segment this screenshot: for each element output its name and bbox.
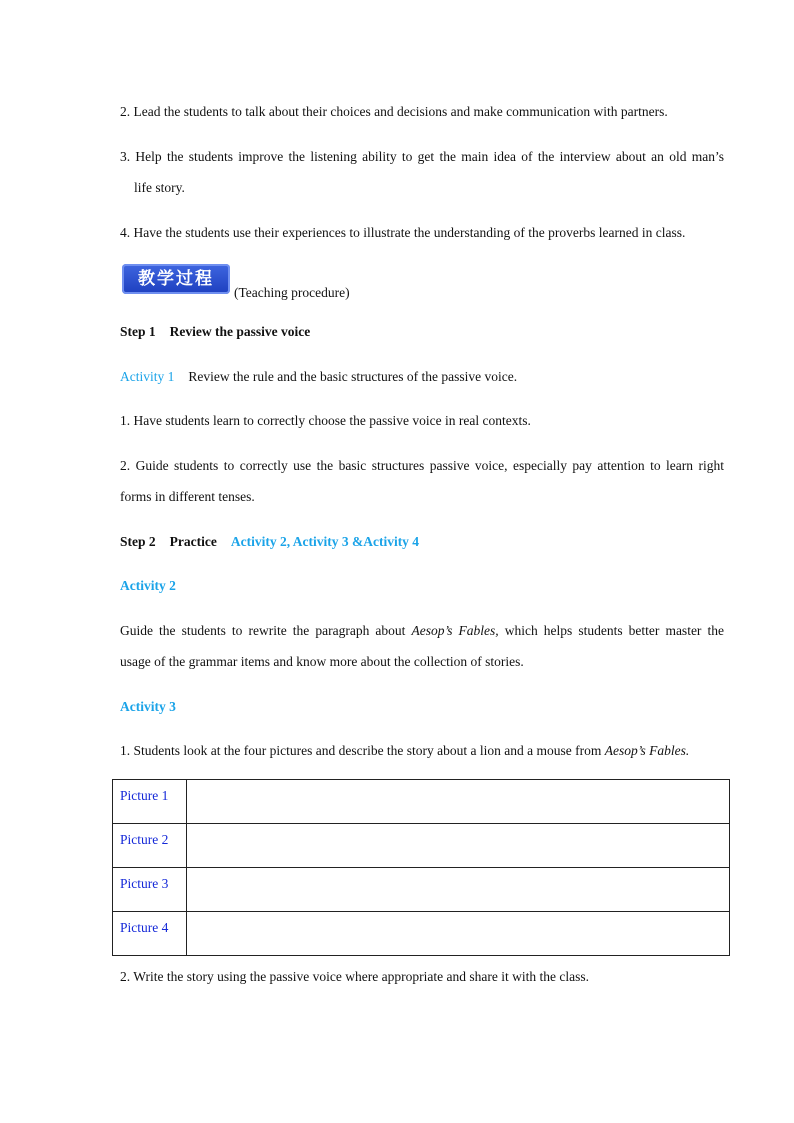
step-1-label: Step 1 xyxy=(120,324,156,339)
objective-3-line-2: life story. xyxy=(134,180,185,195)
step-1-point-1: 1. Have students learn to correctly choose the passive voice in real contexts. xyxy=(120,413,531,428)
picture-description-cell[interactable] xyxy=(187,780,730,824)
step-1-heading xyxy=(120,322,724,342)
activity-3-item-2: 2. Write the story using the passive voice where appropriate and share it with the class. xyxy=(120,969,589,984)
step-1-point-2-line-2: forms in different tenses. xyxy=(120,489,255,504)
activity-3-item-1 xyxy=(120,741,724,761)
picture-label: Picture 3 xyxy=(113,868,187,912)
picture-label: Picture 2 xyxy=(113,824,187,868)
table-row xyxy=(113,780,730,824)
objective-3-line-1: 3. Help the students improve the listening ability to get the main idea of the interview about an old man’s xyxy=(120,149,724,164)
activity-1-text: Review the rule and the basic structures of the passive voice. xyxy=(188,369,518,384)
step-1-point-2-line-1: 2. Guide students to correctly use the basic structures passive voice, especially pay attention to learn right xyxy=(120,458,724,473)
teaching-procedure-caption: (Teaching procedure) xyxy=(234,285,350,300)
activity-2-text-pre: Guide the students to rewrite the paragraph about xyxy=(120,623,412,638)
step-2-activities: Activity 2, Activity 3 &Activity 4 xyxy=(230,534,420,549)
picture-description-cell[interactable] xyxy=(187,868,730,912)
aesops-fables-title: Aesop’s Fables, xyxy=(411,623,499,638)
table-row xyxy=(113,912,730,956)
objective-2: 2. Lead the students to talk about their choices and decisions and make communication with partners. xyxy=(120,104,668,119)
activity-3-heading: Activity 3 xyxy=(120,699,176,714)
picture-label: Picture 4 xyxy=(113,912,187,956)
picture-description-cell[interactable] xyxy=(187,912,730,956)
step-2-title: Practice xyxy=(169,534,217,549)
aesops-fables-title: Aesop’s Fables. xyxy=(604,743,690,758)
activity-2-line-2: usage of the grammar items and know more about the collection of stories. xyxy=(120,654,524,669)
activity-3-item-1-text: 1. Students look at the four pictures and describe the story about a lion and a mouse from xyxy=(120,743,605,758)
picture-label: Picture 1 xyxy=(113,780,187,824)
step-1-title: Review the passive voice xyxy=(169,324,311,339)
activity-2-text-post: which helps students better master the xyxy=(498,623,724,638)
activity-2-heading: Activity 2 xyxy=(120,578,176,593)
activity-1-row xyxy=(120,367,724,387)
activity-1-label: Activity 1 xyxy=(120,369,175,384)
teaching-procedure-badge: 教学过程 xyxy=(122,264,230,294)
table-row xyxy=(113,868,730,912)
pictures-table xyxy=(112,779,730,956)
picture-description-cell[interactable] xyxy=(187,824,730,868)
table-row xyxy=(113,824,730,868)
activity-2-line-1 xyxy=(120,621,724,641)
step-2-heading xyxy=(120,532,724,552)
step-2-label: Step 2 xyxy=(120,534,156,549)
objective-4: 4. Have the students use their experiences to illustrate the understanding of the proverbs learned in class. xyxy=(120,225,686,240)
